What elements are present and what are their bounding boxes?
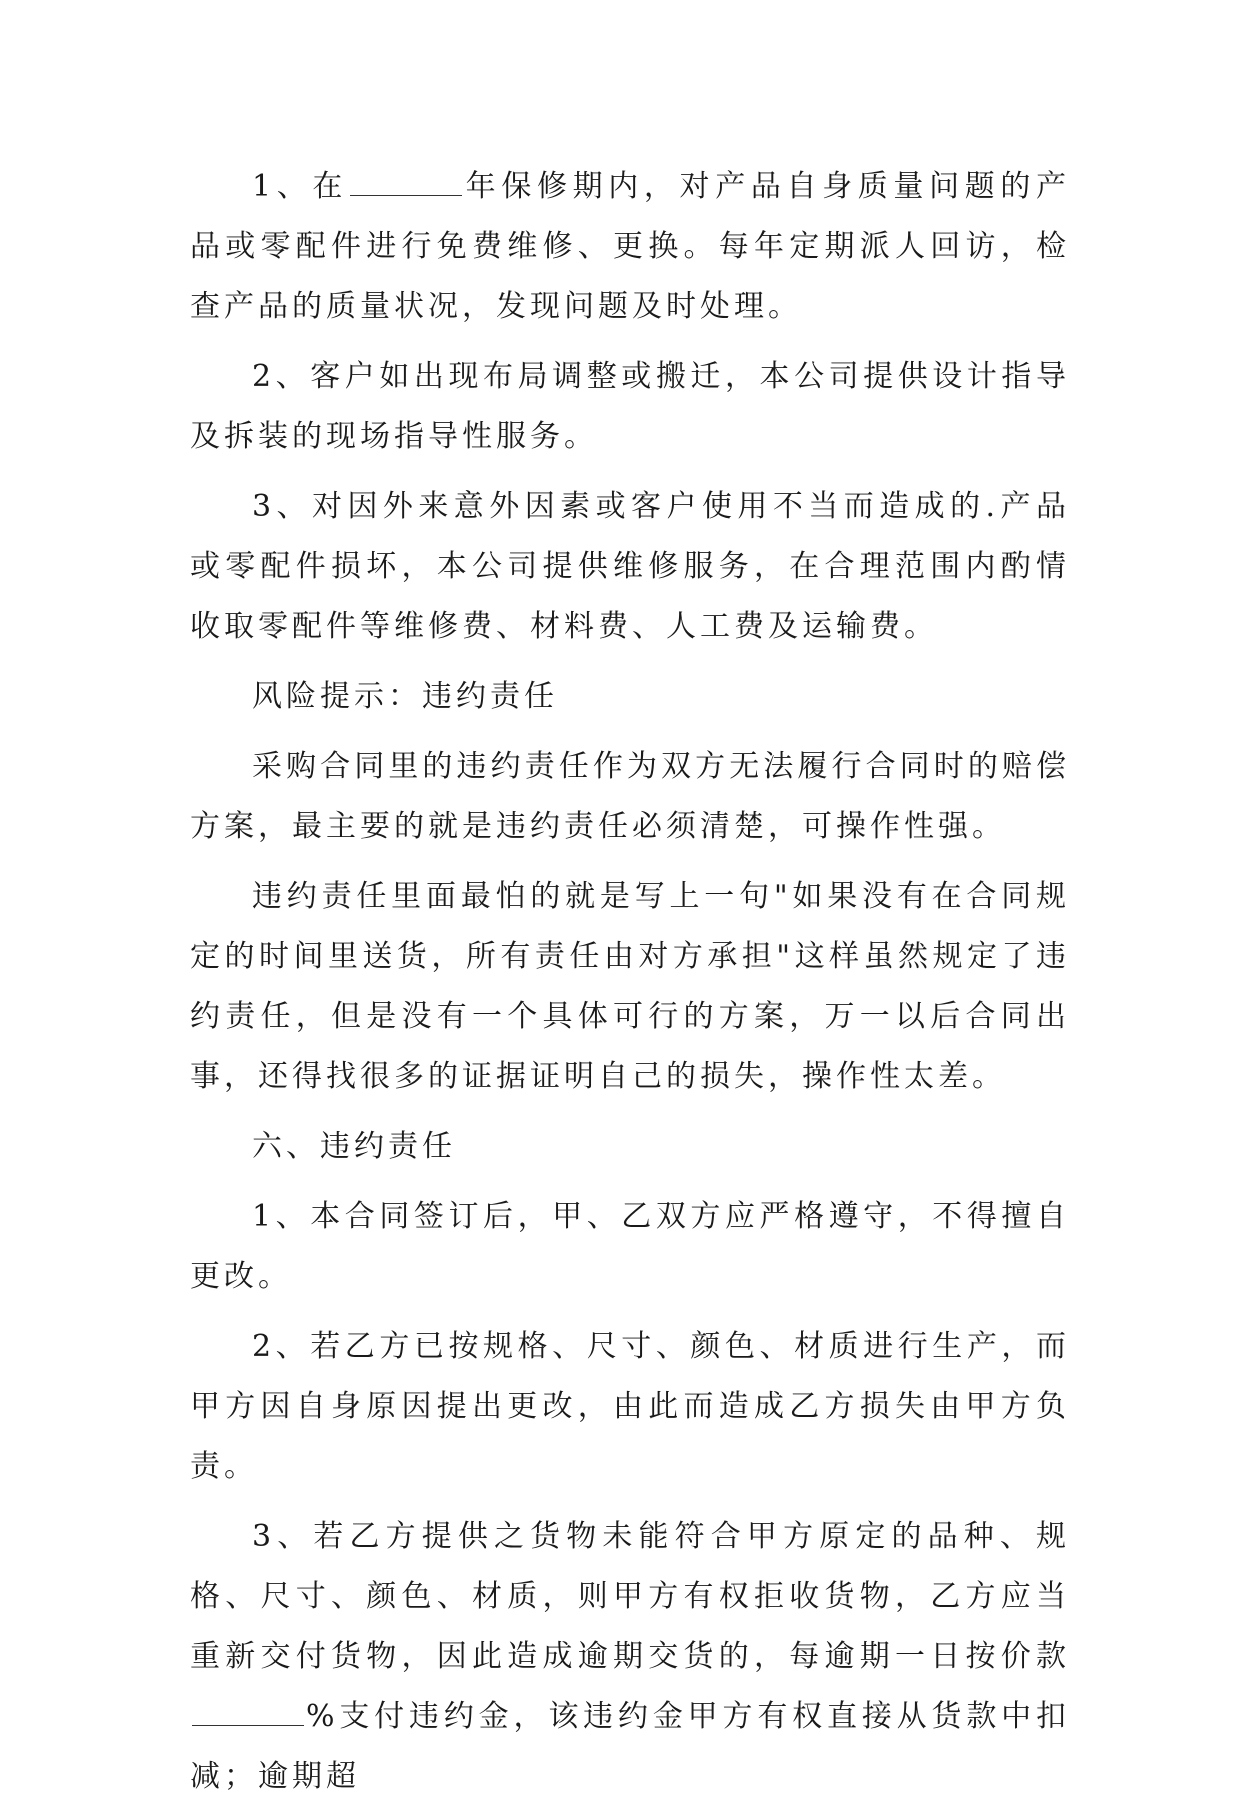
paragraph-risk-detail: 违约责任里面最怕的就是写上一句"如果没有在合同规定的时间里送货，所有责任由对方承担"这样虽然规定了违约责任，但是没有一个具体可行的方案，万一以后合同出事，还得找很多的证据证明自己的损失，操作性太差。	[190, 879, 1070, 1094]
document-body	[190, 157, 1070, 1817]
paragraph-breach-3	[190, 1507, 1070, 1807]
paragraph-text: 3、若乙方提供之货物未能符合甲方原定的品种、规格、尺寸、颜色、材质，则甲方有权拒收货物，乙方应当重新交付货物，因此造成逾期交货的，每逾期一日按价款	[190, 1519, 1070, 1674]
paragraph-breach-2: 2、若乙方已按规格、尺寸、颜色、材质进行生产，而甲方因自身原因提出更改，由此而造成乙方损失由甲方负责。	[190, 1329, 1070, 1484]
paragraph-damage-repair: 3、对因外来意外因素或客户使用不当而造成的.产品或零配件损坏，本公司提供维修服务，在合理范围内酌情收取零配件等维修费、材料费、人工费及运输费。	[190, 489, 1070, 644]
penalty-rate-blank	[192, 1697, 304, 1726]
paragraph-text: 1、在	[252, 169, 349, 204]
paragraph-text: 年保修期内，对产品自身质量问题的产品或零配件进行免费维修、更换。每年定期派人回访，检查产品的质量状况，发现问题及时处理。	[190, 169, 1071, 324]
risk-warning-heading: 风险提示：违约责任	[252, 679, 558, 714]
warranty-years-blank	[350, 167, 462, 196]
paragraph-risk-intro: 采购合同里的违约责任作为双方无法履行合同时的赔偿方案，最主要的就是违约责任必须清楚，可操作性强。	[190, 749, 1070, 844]
paragraph-relocation: 2、客户如出现布局调整或搬迁，本公司提供设计指导及拆装的现场指导性服务。	[190, 359, 1070, 454]
paragraph-breach-1: 1、本合同签订后，甲、乙双方应严格遵守，不得擅自更改。	[190, 1199, 1070, 1294]
section-heading-breach: 六、违约责任	[252, 1129, 456, 1164]
paragraph-text: %支付违约金，该违约金甲方有权直接从货款中扣减；逾期超	[190, 1699, 1070, 1794]
paragraph-warranty	[190, 157, 1070, 337]
